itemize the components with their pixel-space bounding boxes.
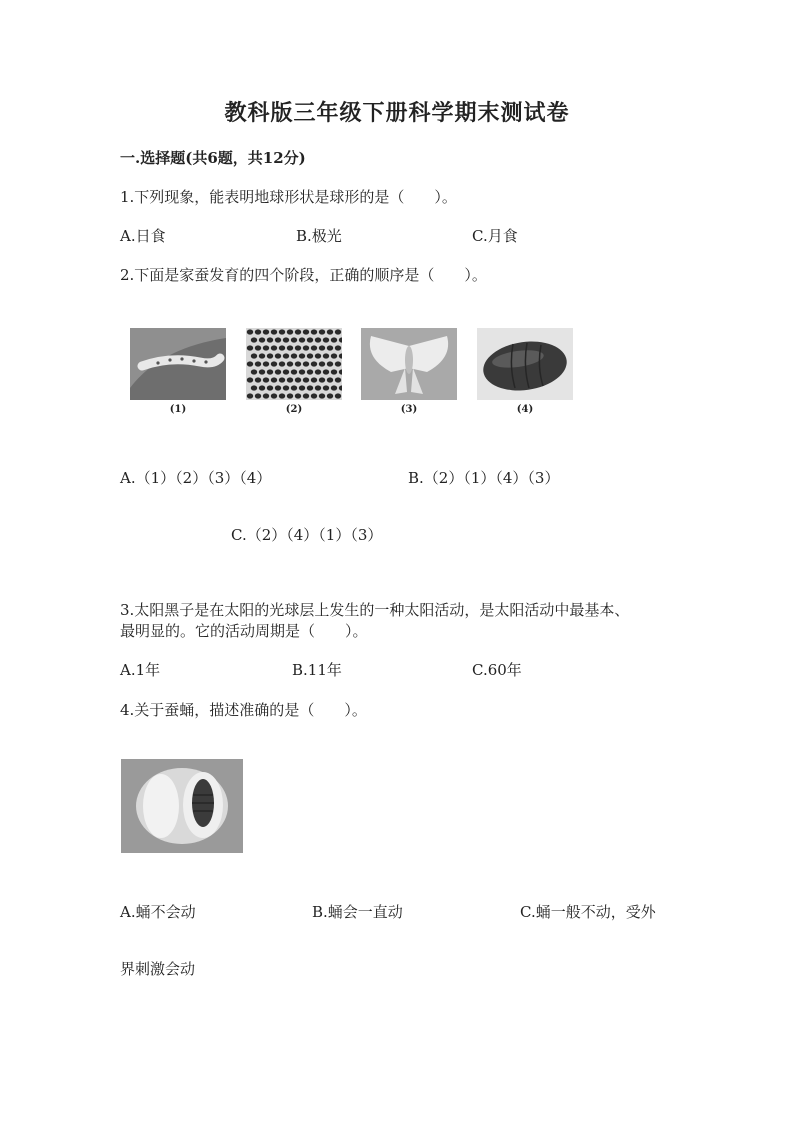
question-4-option-a[interactable]: A.蛹不会动 bbox=[120, 903, 196, 921]
cocoon-pupa-image bbox=[121, 759, 243, 853]
question-4-option-c-continued: 界刺激会动 bbox=[120, 960, 196, 978]
figure-label-2: (2) bbox=[285, 404, 303, 415]
question-4-option-c[interactable]: C.蛹一般不动，受外 bbox=[520, 903, 656, 921]
question-1-stem: 1.下列现象，能表明地球形状是球形的是（ ）。 bbox=[120, 188, 457, 206]
page-title: 教科版三年级下册科学期末测试卷 bbox=[224, 100, 570, 126]
question-3-option-b[interactable]: B.11年 bbox=[292, 661, 342, 679]
question-1-option-b[interactable]: B.极光 bbox=[296, 227, 342, 245]
moth-image bbox=[361, 328, 457, 400]
pupa-image bbox=[477, 328, 573, 400]
question-1-option-c[interactable]: C.月食 bbox=[472, 227, 518, 245]
question-3-option-a[interactable]: A.1年 bbox=[120, 661, 161, 679]
question-2-option-b[interactable]: B.（2）（1）（4）（3） bbox=[408, 469, 560, 487]
figure-label-4: (4) bbox=[516, 404, 534, 415]
eggs-image bbox=[246, 328, 342, 400]
question-4-option-b[interactable]: B.蛹会一直动 bbox=[312, 903, 403, 921]
question-1-option-a[interactable]: A.日食 bbox=[120, 227, 166, 245]
question-2-option-c[interactable]: C.（2）（4）（1）（3） bbox=[231, 526, 383, 544]
figure-label-1: (1) bbox=[169, 404, 187, 415]
question-2-stem: 2.下面是家蚕发育的四个阶段，正确的顺序是（ ）。 bbox=[120, 266, 487, 284]
question-3-stem-line-1: 3.太阳黑子是在太阳的光球层上发生的一种太阳活动，是太阳活动中最基本、 bbox=[120, 601, 630, 619]
section-heading: 一.选择题(共6题，共12分) bbox=[120, 149, 306, 167]
larva-image bbox=[130, 328, 226, 400]
question-3-option-c[interactable]: C.60年 bbox=[472, 661, 522, 679]
figure-label-3: (3) bbox=[400, 404, 418, 415]
question-4-stem: 4.关于蚕蛹，描述准确的是（ ）。 bbox=[120, 701, 367, 719]
question-3-stem-line-2: 最明显的。它的活动周期是（ ）。 bbox=[120, 622, 368, 640]
question-2-option-a[interactable]: A.（1）（2）（3）（4） bbox=[120, 469, 272, 487]
